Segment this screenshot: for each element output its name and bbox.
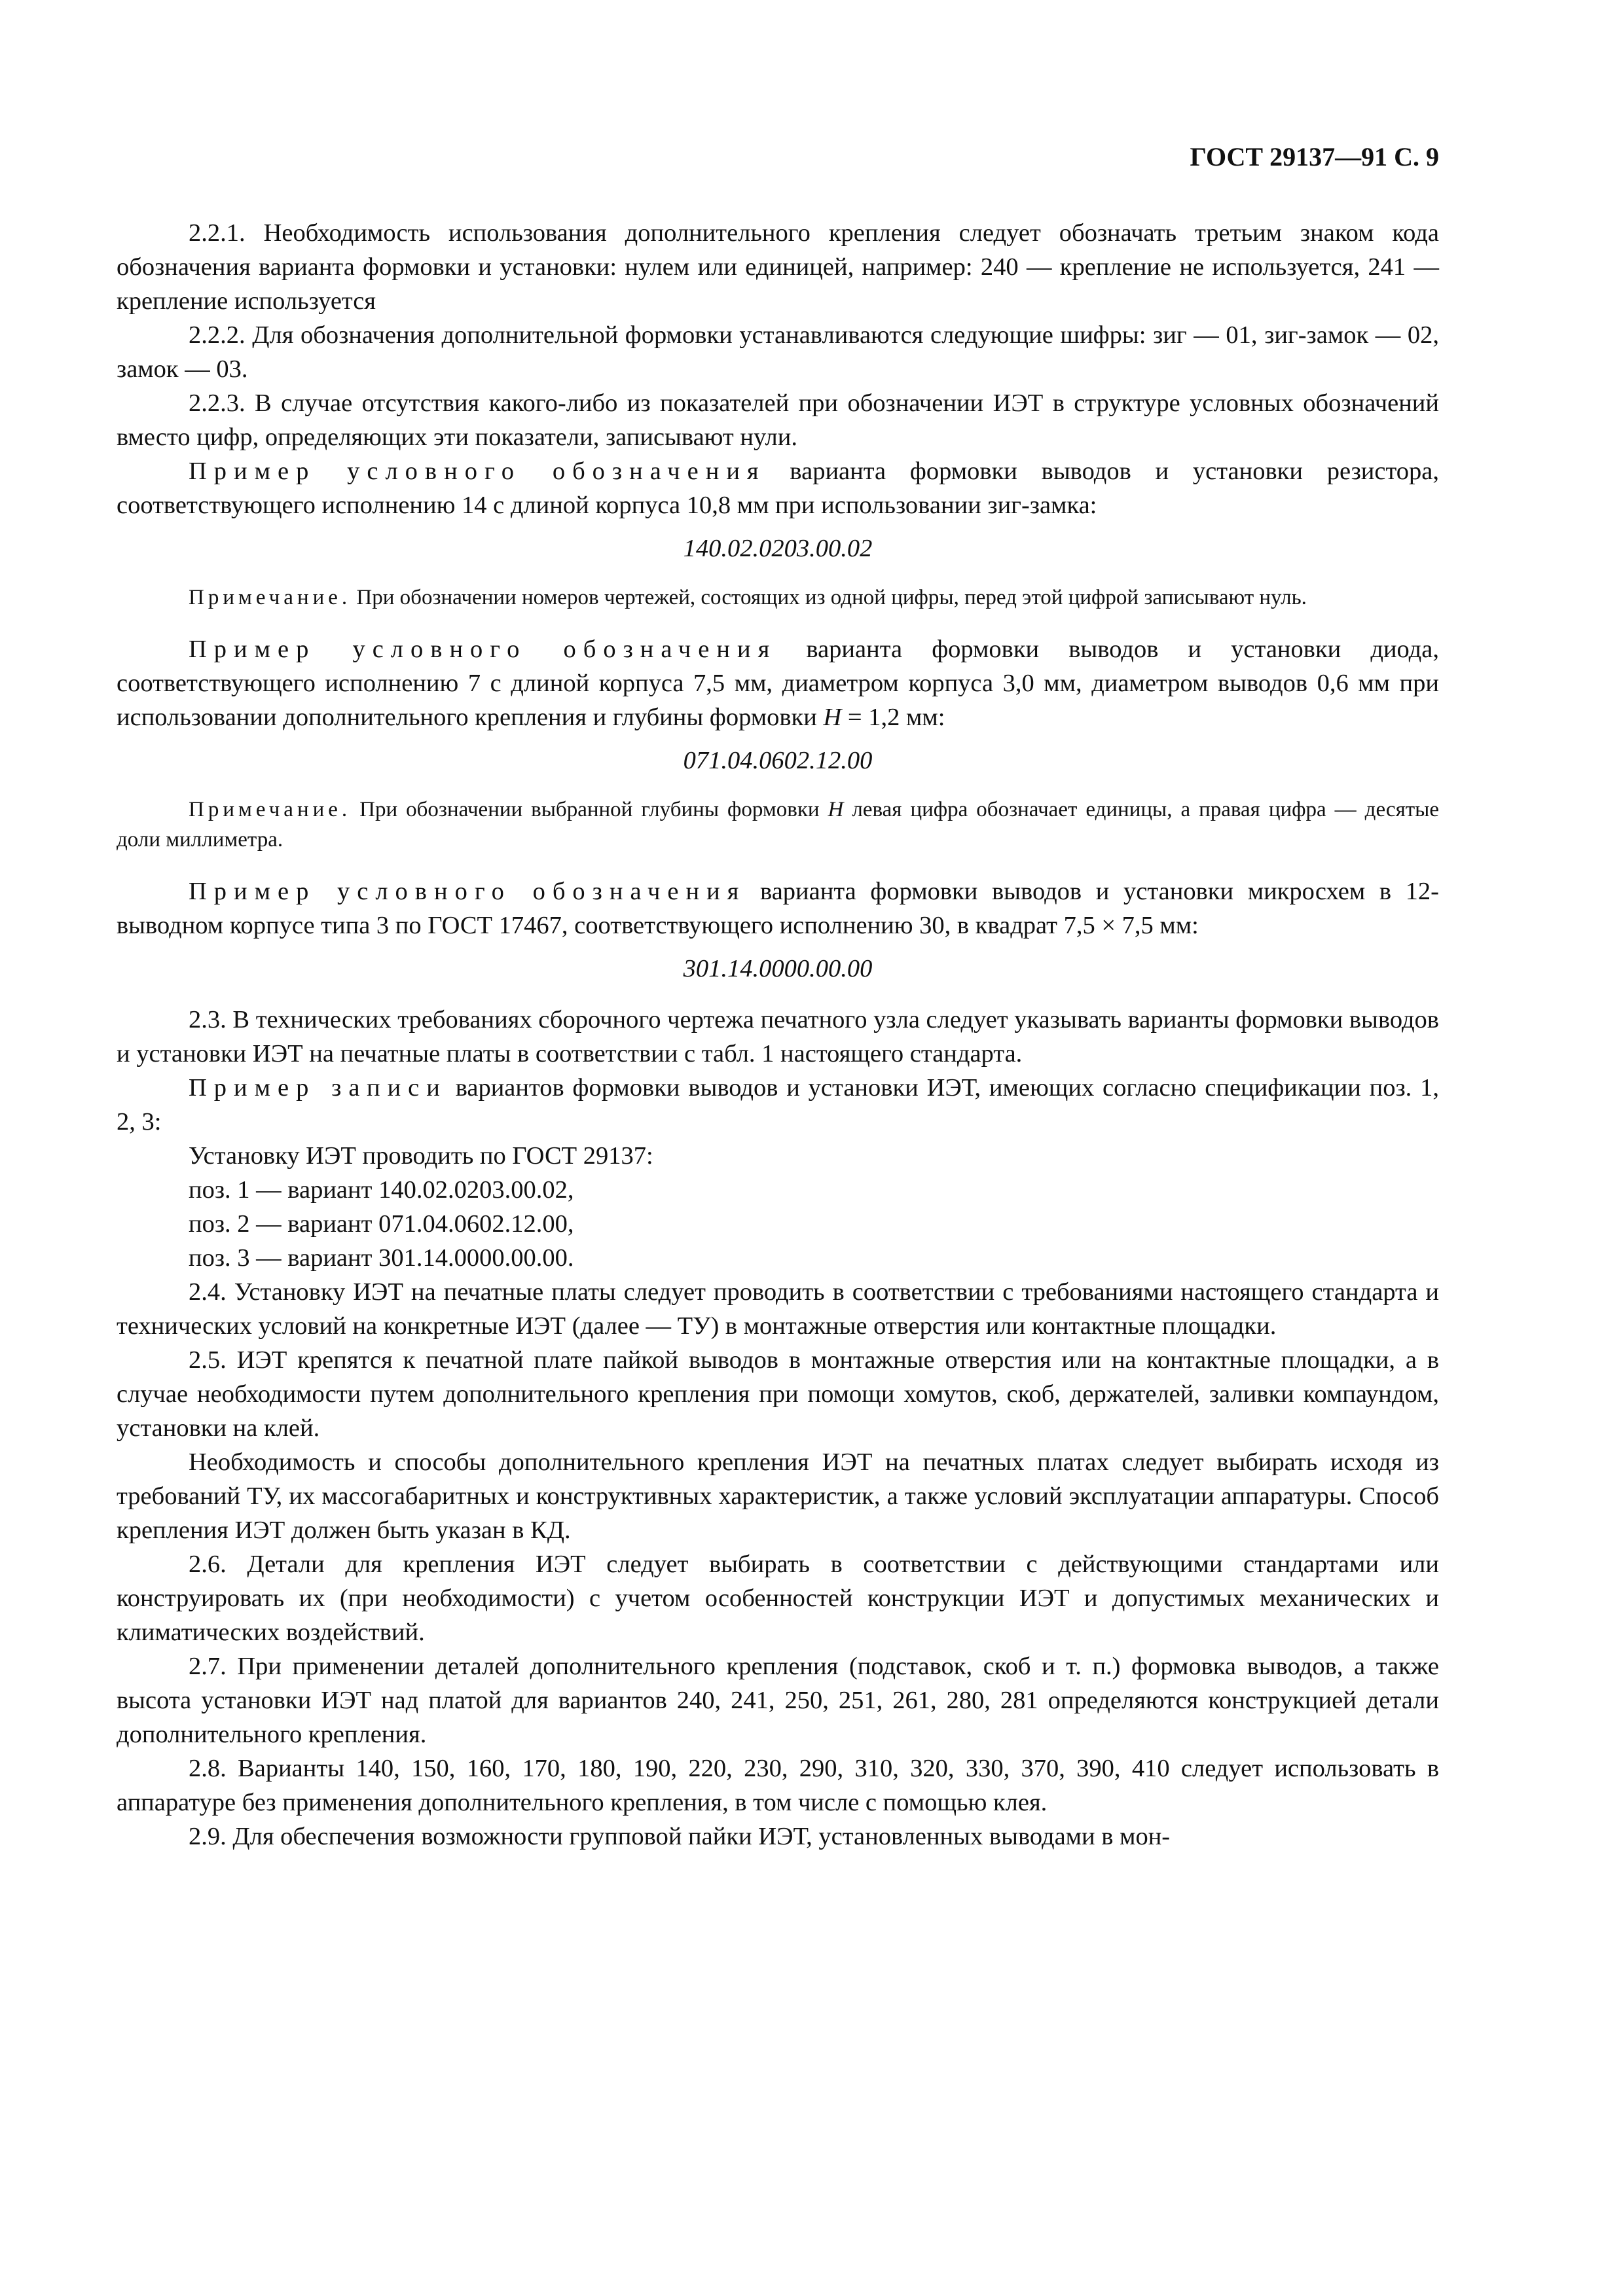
paragraph-2-5-cont: Необходимость и способы дополнительного крепления ИЭТ на печатных платах следует выбирать исходя из требований ТУ, их массогабаритных и конструктивных характеристик, а также условий эксплуатации аппаратуры. Способ крепления ИЭТ должен быть указан в КД.: [117, 1448, 1439, 1544]
example-3-text: варианта формовки выводов и установки микросхем в 12-выводном корпусе типа 3 по ГОСТ 17467, соответствующего исполнению 30, в квадрат 7,5 × 7,5 мм:: [117, 878, 1439, 939]
note-1-label: Примечание.: [189, 586, 352, 609]
example-1-text: варианта формовки выводов и установки резистора, соответствующего исполнению 14 с длиной корпуса 10,8 мм при использовании зиг-замка:: [117, 457, 1439, 519]
note-2-text-b: левая цифра обозначает единицы, а правая цифра — десятые доли миллиметра.: [117, 798, 1439, 852]
example-2-text-b: = 1,2 мм:: [841, 704, 945, 731]
example-1-label: Пример условного обозначения: [189, 457, 766, 485]
list-item: Установку ИЭТ проводить по ГОСТ 29137:: [189, 1142, 653, 1170]
example-4: [117, 1071, 1439, 1139]
example-2-variable: H: [823, 704, 842, 731]
list-item: поз. 1 — вариант 140.02.0203.00.02,: [189, 1176, 574, 1204]
paragraph-2-2-1: 2.2.1. Необходимость использования дополнительного крепления следует обозначать третьим знаком кода обозначения варианта формовки и установки: нулем или единицей, например: 240 — крепление не используется, 241 — крепление используется: [117, 219, 1439, 315]
paragraph-2-2-3: 2.2.3. В случае отсутствия какого-либо из показателей при обозначении ИЭТ в структуре условных обозначений вместо цифр, определяющих эти показатели, записывают нули.: [117, 389, 1439, 451]
note-1: [117, 583, 1439, 613]
document-page: [117, 144, 1439, 1854]
list-item: поз. 3 — вариант 301.14.0000.00.00.: [189, 1244, 574, 1272]
example-3-label: Пример условного обозначения: [189, 878, 746, 905]
example-3-code: 301.14.0000.00.00: [683, 955, 873, 982]
example-4-label: Пример записи: [189, 1074, 447, 1102]
paragraph-2-3: 2.3. В технических требованиях сборочного чертежа печатного узла следует указывать варианты формовки выводов и установки ИЭТ на печатные платы в соответствии с табл. 1 настоящего стандарта.: [117, 1006, 1439, 1067]
note-1-text: При обозначении номеров чертежей, состоящих из одной цифры, перед этой цифрой записывают нуль.: [351, 586, 1307, 609]
note-2: [117, 795, 1439, 855]
document-body: [117, 216, 1439, 1854]
example-2-code: 071.04.0602.12.00: [683, 747, 873, 774]
paragraph-2-4: 2.4. Установку ИЭТ на печатные платы следует проводить в соответствии с требованиями настоящего стандарта и технических условий на конкретные ИЭТ (далее — ТУ) в монтажные отверстия или контактные площадки.: [117, 1278, 1439, 1340]
example-2: [117, 632, 1439, 734]
example-2-text-a: варианта формовки выводов и установки диода, соответствующего исполнению 7 с длиной корпуса 7,5 мм, диаметром корпуса 3,0 мм, диаметром выводов 0,6 мм при использовании дополнительного крепления и глубины формовки: [117, 636, 1439, 731]
example-4-text: вариантов формовки выводов и установки ИЭТ, имеющих согласно спецификации поз. 1, 2, 3:: [117, 1074, 1439, 1136]
note-2-variable: H: [828, 798, 844, 821]
paragraph-2-5: 2.5. ИЭТ крепятся к печатной плате пайкой выводов в монтажные отверстия или на контактные площадки, а в случае необходимости путем дополнительного крепления при помощи хомутов, скоб, держателей, заливки компаундом, установки на клей.: [117, 1346, 1439, 1442]
paragraph-2-2-2: 2.2.2. Для обозначения дополнительной формовки устанавливаются следующие шифры: зиг — 01, зиг-замок — 02, замок — 03.: [117, 321, 1439, 383]
example-1: [117, 454, 1439, 522]
note-2-text-a: При обозначении выбранной глубины формовки: [351, 798, 828, 821]
list-item: поз. 2 — вариант 071.04.0602.12.00,: [189, 1210, 574, 1238]
paragraph-2-6: 2.6. Детали для крепления ИЭТ следует выбирать в соответствии с действующими стандартами или конструировать их (при необходимости) с учетом особенностей конструкции ИЭТ и допустимых механических и климатических воздействий.: [117, 1551, 1439, 1646]
example-1-code: 140.02.0203.00.02: [683, 535, 873, 562]
paragraph-2-8: 2.8. Варианты 140, 150, 160, 170, 180, 190, 220, 230, 290, 310, 320, 330, 370, 390, 410 следует использовать в аппаратуре без применения дополнительного крепления, в том числе с помощью клея.: [117, 1755, 1439, 1816]
page-header: ГОСТ 29137—91 С. 9: [1190, 142, 1439, 171]
paragraph-2-9: 2.9. Для обеспечения возможности групповой пайки ИЭТ, установленных выводами в мон-: [189, 1823, 1171, 1850]
note-2-label: Примечание.: [189, 798, 352, 821]
example-3: [117, 874, 1439, 942]
example-2-label: Пример условного обозначения: [189, 636, 777, 663]
paragraph-2-7: 2.7. При применении деталей дополнительного крепления (подставок, скоб и т. п.) формовка выводов, а также высота установки ИЭТ над платой для вариантов 240, 241, 250, 251, 261, 280, 281 определяются конструкцией детали дополнительного крепления.: [117, 1653, 1439, 1748]
